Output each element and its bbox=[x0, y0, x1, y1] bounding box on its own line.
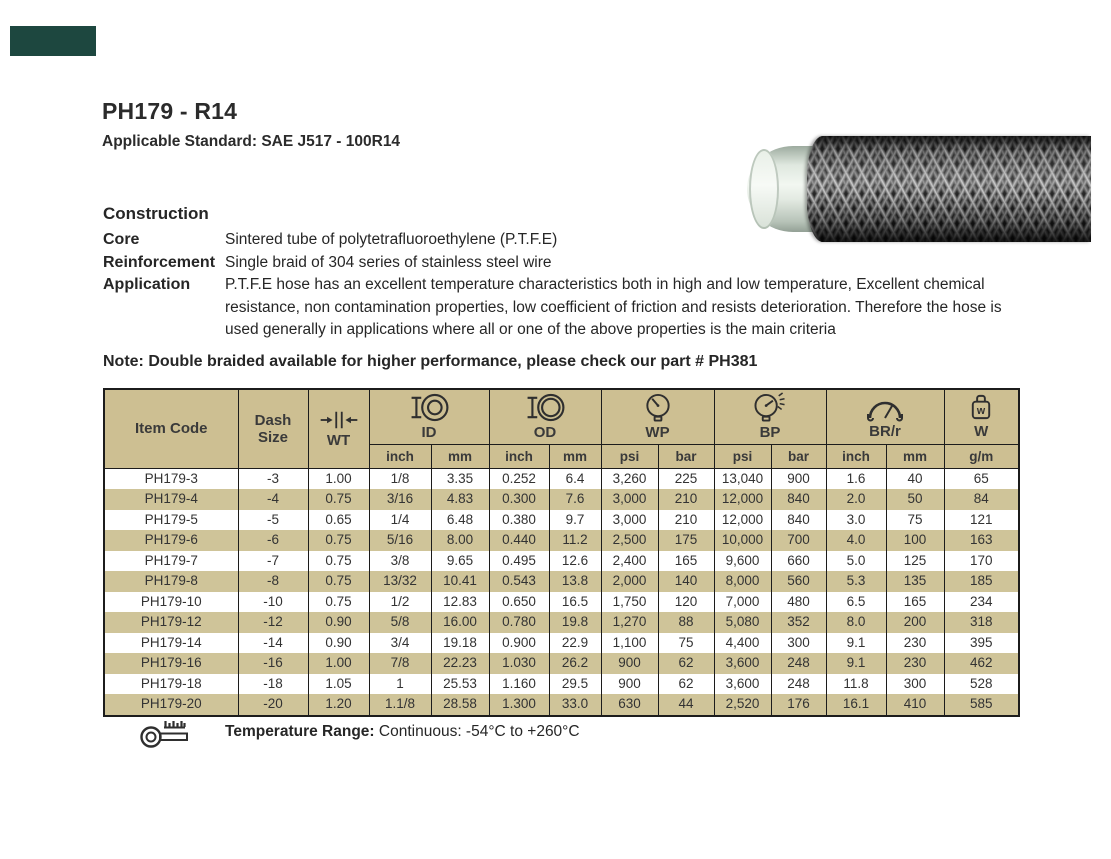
spec-cell: 1.300 bbox=[489, 694, 549, 716]
spec-cell: 12,000 bbox=[714, 489, 771, 510]
spec-cell: 75 bbox=[886, 510, 944, 531]
spec-row bbox=[104, 694, 1019, 716]
spec-cell: 900 bbox=[771, 468, 826, 489]
spec-cell: 1.05 bbox=[308, 674, 369, 695]
spec-cell: 0.65 bbox=[308, 510, 369, 531]
spec-cell: 9.1 bbox=[826, 653, 886, 674]
spec-cell: 560 bbox=[771, 571, 826, 592]
spec-cell: 300 bbox=[771, 633, 826, 654]
spec-cell: 12.6 bbox=[549, 551, 601, 572]
spec-cell: 585 bbox=[944, 694, 1019, 716]
spec-cell: 630 bbox=[601, 694, 658, 716]
construction-value: P.T.F.E hose has an excellent temperature characteristics both in high and low temperature, Excellent chemical resistance, non contamination properties, low coefficient of friction and resists deterioration. Therefore the hose is used generally in applications where all or one of the above properties is the main criteria bbox=[225, 276, 1002, 338]
spec-cell: 1.030 bbox=[489, 653, 549, 674]
spec-cell: 185 bbox=[944, 571, 1019, 592]
spec-cell: 0.495 bbox=[489, 551, 549, 572]
spec-cell: 4.83 bbox=[431, 489, 489, 510]
spec-cell: 88 bbox=[658, 612, 714, 633]
spec-cell: 318 bbox=[944, 612, 1019, 633]
spec-cell: 65 bbox=[944, 468, 1019, 489]
unit-wp-psi: psi bbox=[601, 444, 658, 468]
spec-cell: 9.65 bbox=[431, 551, 489, 572]
spec-cell: 248 bbox=[771, 653, 826, 674]
spec-cell: 22.9 bbox=[549, 633, 601, 654]
bend-radius-icon bbox=[863, 394, 907, 422]
construction-label: Core bbox=[103, 231, 140, 248]
construction-value: Sintered tube of polytetrafluoroethylene (P.T.F.E) bbox=[225, 231, 558, 248]
spec-cell: 1,100 bbox=[601, 633, 658, 654]
spec-cell: 2,500 bbox=[601, 530, 658, 551]
spec-cell: 165 bbox=[658, 551, 714, 572]
spec-cell: 248 bbox=[771, 674, 826, 695]
construction-label: Reinforcement bbox=[103, 253, 216, 271]
spec-cell: 19.18 bbox=[431, 633, 489, 654]
spec-cell: 234 bbox=[944, 592, 1019, 613]
spec-cell: 2,400 bbox=[601, 551, 658, 572]
spec-cell: 0.543 bbox=[489, 571, 549, 592]
weight-icon bbox=[969, 393, 993, 422]
spec-cell: 900 bbox=[601, 653, 658, 674]
spec-cell: 3/8 bbox=[369, 551, 431, 572]
title-block bbox=[102, 98, 400, 151]
spec-cell: 0.300 bbox=[489, 489, 549, 510]
spec-cell: 125 bbox=[886, 551, 944, 572]
note-line: Note: Double braided available for higher performance, please check our part # PH381 bbox=[103, 353, 758, 370]
spec-cell: 1 bbox=[369, 674, 431, 695]
burst-pressure-gauge-icon bbox=[751, 392, 789, 423]
spec-cell: 3,600 bbox=[714, 674, 771, 695]
spec-cell: 121 bbox=[944, 510, 1019, 531]
spec-cell: 10,000 bbox=[714, 530, 771, 551]
spec-cell: PH179-12 bbox=[104, 612, 238, 633]
spec-cell: 5/8 bbox=[369, 612, 431, 633]
table-header-row bbox=[104, 389, 1019, 444]
col-header-dash-size: Dash Size bbox=[238, 389, 308, 468]
spec-cell: 5/16 bbox=[369, 530, 431, 551]
spec-cell: PH179-7 bbox=[104, 551, 238, 572]
spec-cell: 5.3 bbox=[826, 571, 886, 592]
svg-text:w: w bbox=[977, 405, 986, 418]
spec-cell: 1,750 bbox=[601, 592, 658, 613]
spec-cell: 4.0 bbox=[826, 530, 886, 551]
unit-od-mm: mm bbox=[549, 444, 601, 468]
spec-cell: 13.8 bbox=[549, 571, 601, 592]
spec-cell: 0.252 bbox=[489, 468, 549, 489]
spec-cell: 0.780 bbox=[489, 612, 549, 633]
spec-cell: 225 bbox=[658, 468, 714, 489]
spec-cell: 140 bbox=[658, 571, 714, 592]
spec-row bbox=[104, 489, 1019, 510]
spec-cell: 840 bbox=[771, 489, 826, 510]
unit-id-mm: mm bbox=[431, 444, 489, 468]
spec-cell: 700 bbox=[771, 530, 826, 551]
unit-br-inch: inch bbox=[826, 444, 886, 468]
spec-cell: 6.5 bbox=[826, 592, 886, 613]
working-pressure-gauge-icon bbox=[642, 392, 674, 423]
spec-cell: 11.8 bbox=[826, 674, 886, 695]
spec-cell: 0.90 bbox=[308, 633, 369, 654]
spec-row bbox=[104, 592, 1019, 613]
spec-cell: PH179-8 bbox=[104, 571, 238, 592]
spec-cell: 5.0 bbox=[826, 551, 886, 572]
outer-diameter-icon bbox=[523, 392, 567, 423]
construction-row-reinforcement bbox=[103, 252, 1006, 275]
spec-cell: -20 bbox=[238, 694, 308, 716]
spec-cell: 22.23 bbox=[431, 653, 489, 674]
spec-cell: PH179-6 bbox=[104, 530, 238, 551]
unit-w-gm: g/m bbox=[944, 444, 1019, 468]
spec-row bbox=[104, 510, 1019, 531]
spec-cell: 3/4 bbox=[369, 633, 431, 654]
construction-row-core bbox=[103, 229, 1006, 252]
spec-cell: 10.41 bbox=[431, 571, 489, 592]
spec-cell: 3,000 bbox=[601, 489, 658, 510]
spec-cell: 9.1 bbox=[826, 633, 886, 654]
spec-cell: 410 bbox=[886, 694, 944, 716]
spec-cell: 6.48 bbox=[431, 510, 489, 531]
spec-cell: 3,260 bbox=[601, 468, 658, 489]
spec-cell: 200 bbox=[886, 612, 944, 633]
spec-cell: 8.00 bbox=[431, 530, 489, 551]
spec-cell: 352 bbox=[771, 612, 826, 633]
spec-cell: 1/8 bbox=[369, 468, 431, 489]
spec-cell: 12.83 bbox=[431, 592, 489, 613]
spec-cell: 3,000 bbox=[601, 510, 658, 531]
spec-cell: 1.20 bbox=[308, 694, 369, 716]
spec-cell: -8 bbox=[238, 571, 308, 592]
spec-cell: -7 bbox=[238, 551, 308, 572]
spec-cell: 26.2 bbox=[549, 653, 601, 674]
spec-cell: PH179-16 bbox=[104, 653, 238, 674]
spec-cell: 528 bbox=[944, 674, 1019, 695]
spec-cell: 16.1 bbox=[826, 694, 886, 716]
unit-bp-bar: bar bbox=[771, 444, 826, 468]
spec-cell: 40 bbox=[886, 468, 944, 489]
spec-cell: PH179-5 bbox=[104, 510, 238, 531]
spec-cell: 3.35 bbox=[431, 468, 489, 489]
spec-cell: 3/16 bbox=[369, 489, 431, 510]
page-title: PH179 - R14 bbox=[102, 98, 238, 124]
spec-cell: -6 bbox=[238, 530, 308, 551]
spec-cell: 120 bbox=[658, 592, 714, 613]
spec-cell: 25.53 bbox=[431, 674, 489, 695]
temperature-row bbox=[138, 714, 580, 750]
col-header-bp: BP bbox=[714, 389, 826, 444]
col-header-br: BR/r bbox=[826, 389, 944, 444]
spec-cell: -18 bbox=[238, 674, 308, 695]
spec-cell: 75 bbox=[658, 633, 714, 654]
spec-cell: 1.6 bbox=[826, 468, 886, 489]
construction-section bbox=[103, 204, 1006, 342]
spec-cell: 50 bbox=[886, 489, 944, 510]
spec-cell: PH179-10 bbox=[104, 592, 238, 613]
spec-cell: 1.1/8 bbox=[369, 694, 431, 716]
unit-bp-psi: psi bbox=[714, 444, 771, 468]
spec-cell: PH179-14 bbox=[104, 633, 238, 654]
spec-cell: 170 bbox=[944, 551, 1019, 572]
spec-cell: 165 bbox=[886, 592, 944, 613]
spec-cell: 300 bbox=[886, 674, 944, 695]
spec-cell: 0.75 bbox=[308, 530, 369, 551]
spec-cell: 2,000 bbox=[601, 571, 658, 592]
unit-br-mm: mm bbox=[886, 444, 944, 468]
spec-cell: 0.75 bbox=[308, 489, 369, 510]
spec-cell: 135 bbox=[886, 571, 944, 592]
spec-cell: 5,080 bbox=[714, 612, 771, 633]
spec-cell: 16.5 bbox=[549, 592, 601, 613]
spec-cell: 8,000 bbox=[714, 571, 771, 592]
col-header-wt: WT bbox=[308, 389, 369, 468]
spec-cell: 230 bbox=[886, 653, 944, 674]
spec-cell: 0.440 bbox=[489, 530, 549, 551]
spec-row bbox=[104, 551, 1019, 572]
temperature-text bbox=[225, 723, 580, 741]
spec-cell: 33.0 bbox=[549, 694, 601, 716]
spec-cell: -12 bbox=[238, 612, 308, 633]
spec-cell: 16.00 bbox=[431, 612, 489, 633]
spec-cell: 62 bbox=[658, 653, 714, 674]
spec-table bbox=[103, 388, 1020, 717]
spec-cell: 19.8 bbox=[549, 612, 601, 633]
spec-cell: 480 bbox=[771, 592, 826, 613]
spec-cell: 230 bbox=[886, 633, 944, 654]
spec-cell: 6.4 bbox=[549, 468, 601, 489]
col-header-w: w W bbox=[944, 389, 1019, 444]
spec-row bbox=[104, 653, 1019, 674]
unit-id-inch: inch bbox=[369, 444, 431, 468]
inner-diameter-icon bbox=[407, 392, 451, 423]
spec-cell: 0.75 bbox=[308, 592, 369, 613]
spec-row bbox=[104, 612, 1019, 633]
spec-cell: 0.650 bbox=[489, 592, 549, 613]
spec-cell: 4,400 bbox=[714, 633, 771, 654]
spec-table-body bbox=[104, 468, 1019, 716]
temperature-value: Continuous: -54°C to +260°C bbox=[378, 723, 580, 740]
spec-cell: 62 bbox=[658, 674, 714, 695]
spec-cell: 84 bbox=[944, 489, 1019, 510]
spec-row bbox=[104, 468, 1019, 489]
spec-cell: 0.380 bbox=[489, 510, 549, 531]
construction-heading: Construction bbox=[103, 204, 209, 223]
spec-cell: 9,600 bbox=[714, 551, 771, 572]
spec-row bbox=[104, 571, 1019, 592]
brand-logo-block bbox=[10, 26, 96, 56]
spec-cell: -5 bbox=[238, 510, 308, 531]
spec-cell: 1,270 bbox=[601, 612, 658, 633]
spec-cell: 1/4 bbox=[369, 510, 431, 531]
spec-cell: 1.00 bbox=[308, 468, 369, 489]
spec-cell: 175 bbox=[658, 530, 714, 551]
unit-wp-bar: bar bbox=[658, 444, 714, 468]
spec-cell: 210 bbox=[658, 510, 714, 531]
spec-cell: 0.75 bbox=[308, 551, 369, 572]
spec-cell: 210 bbox=[658, 489, 714, 510]
spec-cell: 13,040 bbox=[714, 468, 771, 489]
spec-cell: 163 bbox=[944, 530, 1019, 551]
col-header-item-code: Item Code bbox=[104, 389, 238, 468]
spec-cell: 395 bbox=[944, 633, 1019, 654]
spec-cell: 900 bbox=[601, 674, 658, 695]
spec-cell: -16 bbox=[238, 653, 308, 674]
spec-cell: 3.0 bbox=[826, 510, 886, 531]
spec-cell: PH179-4 bbox=[104, 489, 238, 510]
spec-cell: 840 bbox=[771, 510, 826, 531]
spec-cell: -3 bbox=[238, 468, 308, 489]
spec-cell: 462 bbox=[944, 653, 1019, 674]
spec-cell: -10 bbox=[238, 592, 308, 613]
spec-cell: PH179-18 bbox=[104, 674, 238, 695]
spec-cell: 0.90 bbox=[308, 612, 369, 633]
spec-cell: 1.160 bbox=[489, 674, 549, 695]
spec-cell: 7/8 bbox=[369, 653, 431, 674]
temperature-label: Temperature Range: bbox=[225, 723, 375, 740]
spec-cell: 13/32 bbox=[369, 571, 431, 592]
spec-cell: 44 bbox=[658, 694, 714, 716]
spec-row bbox=[104, 633, 1019, 654]
construction-row-application bbox=[103, 274, 1006, 342]
col-header-od: OD bbox=[489, 389, 601, 444]
spec-cell: -4 bbox=[238, 489, 308, 510]
spec-cell: 1.00 bbox=[308, 653, 369, 674]
spec-cell: 28.58 bbox=[431, 694, 489, 716]
temperature-range-icon bbox=[138, 714, 194, 750]
spec-cell: PH179-20 bbox=[104, 694, 238, 716]
spec-cell: 0.900 bbox=[489, 633, 549, 654]
unit-od-inch: inch bbox=[489, 444, 549, 468]
spec-cell: 176 bbox=[771, 694, 826, 716]
spec-cell: 0.75 bbox=[308, 571, 369, 592]
spec-cell: 7.6 bbox=[549, 489, 601, 510]
spec-cell: 1/2 bbox=[369, 592, 431, 613]
spec-cell: 2.0 bbox=[826, 489, 886, 510]
spec-cell: PH179-3 bbox=[104, 468, 238, 489]
spec-cell: 12,000 bbox=[714, 510, 771, 531]
spec-cell: 660 bbox=[771, 551, 826, 572]
spec-cell: 2,520 bbox=[714, 694, 771, 716]
spec-row bbox=[104, 530, 1019, 551]
col-header-id: ID bbox=[369, 389, 489, 444]
col-header-wp: WP bbox=[601, 389, 714, 444]
wall-thickness-icon bbox=[317, 409, 361, 431]
spec-cell: 3,600 bbox=[714, 653, 771, 674]
spec-cell: 100 bbox=[886, 530, 944, 551]
spec-cell: 8.0 bbox=[826, 612, 886, 633]
spec-cell: 9.7 bbox=[549, 510, 601, 531]
construction-label: Application bbox=[103, 276, 191, 293]
applicable-standard: Applicable Standard: SAE J517 - 100R14 bbox=[102, 133, 401, 150]
spec-cell: 7,000 bbox=[714, 592, 771, 613]
spec-cell: 11.2 bbox=[549, 530, 601, 551]
spec-row bbox=[104, 674, 1019, 695]
spec-cell: 29.5 bbox=[549, 674, 601, 695]
spec-cell: -14 bbox=[238, 633, 308, 654]
construction-value: Single braid of 304 series of stainless steel wire bbox=[225, 253, 552, 271]
